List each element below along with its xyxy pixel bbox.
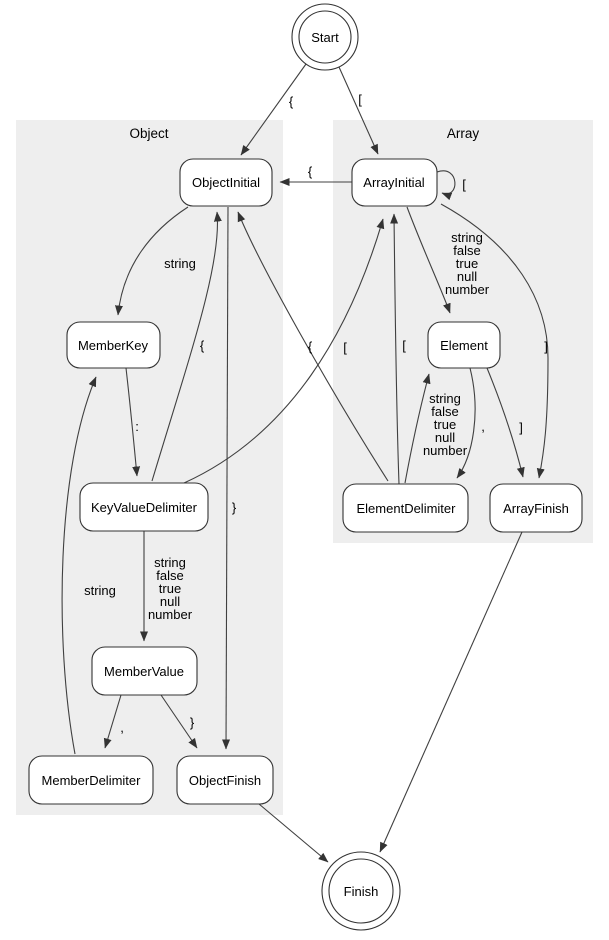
edge-keyvaluedelimiter-to-arrayinitial-label: [	[343, 340, 347, 355]
node-elementdelimiter-label: ElementDelimiter	[356, 501, 456, 516]
node-membervalue	[92, 647, 197, 695]
edge-keyvaluedelimiter-to-membervalue-token-0: string	[154, 555, 186, 570]
node-elementdelimiter	[343, 484, 468, 532]
node-arrayfinish-label: ArrayFinish	[503, 501, 569, 516]
edge-element-to-elementdelimiter-label: ,	[481, 419, 485, 434]
edge-elementdelimiter-to-element-token-2: true	[433, 417, 457, 432]
node-memberkey	[67, 322, 160, 368]
edge-objectinitial-to-memberkey-label: string	[164, 256, 196, 271]
edge-objectfinish-to-finish	[259, 804, 328, 862]
edge-start-to-arrayinitial-label: [	[358, 92, 362, 107]
edge-arrayinitial-to-element-token-0: string	[451, 230, 483, 245]
edge-arrayfinish-to-finish	[380, 532, 522, 852]
node-arrayinitial	[352, 159, 437, 206]
edge-elementdelimiter-to-element-token-3: null	[434, 430, 456, 445]
edge-keyvaluedelimiter-to-membervalue-token-1: false	[156, 568, 184, 583]
node-finish-label: Finish	[343, 884, 379, 899]
node-start-label: Start	[311, 30, 339, 45]
edge-elementdelimiter-to-element-token-4: number	[422, 443, 468, 458]
node-element	[428, 322, 500, 368]
node-arrayinitial-label: ArrayInitial	[363, 175, 425, 190]
node-membervalue-label: MemberValue	[104, 664, 184, 679]
edge-keyvaluedelimiter-to-objectinitial-label: {	[199, 338, 205, 353]
node-element-label: Element	[440, 338, 488, 353]
node-memberdelimiter-label: MemberDelimiter	[41, 773, 141, 788]
edge-objectinitial-to-objectfinish-label: }	[231, 500, 237, 515]
edge-arrayinitial-to-element-token-3: null	[456, 269, 478, 284]
node-memberkey-label: MemberKey	[77, 338, 149, 353]
edge-arrayinitial-to-element-token-4: number	[444, 282, 490, 297]
node-keyvaluedelimiter	[80, 483, 208, 531]
edge-start-to-objectinitial-label: {	[288, 94, 294, 109]
node-memberdelimiter	[29, 756, 153, 804]
edge-keyvaluedelimiter-to-membervalue-token-3: null	[159, 594, 181, 609]
edge-element-to-arrayfinish-label: ]	[519, 420, 523, 435]
cluster-array-label: Array	[446, 126, 480, 141]
edge-elementdelimiter-to-objectinitial-label: {	[307, 339, 313, 354]
node-finish	[322, 852, 400, 930]
edge-keyvaluedelimiter-to-membervalue-token-4: number	[147, 607, 193, 622]
node-objectfinish-label: ObjectFinish	[188, 773, 262, 788]
edge-memberdelimiter-to-memberkey-label: string	[84, 583, 116, 598]
edge-elementdelimiter-to-element-token-1: false	[431, 404, 459, 419]
edge-arrayfinish-to-finish-path	[380, 532, 522, 852]
node-arrayfinish	[490, 484, 582, 532]
edge-keyvaluedelimiter-to-membervalue-token-2: true	[158, 581, 182, 596]
node-start	[292, 4, 358, 70]
edge-elementdelimiter-to-arrayinitial-label: [	[402, 338, 406, 353]
edge-arrayinitial-to-objectinitial-label: {	[307, 164, 313, 179]
node-objectinitial	[180, 159, 272, 206]
node-objectinitial-label: ObjectInitial	[192, 175, 260, 190]
edge-arrayinitial-self-loop-label: [	[462, 177, 466, 192]
edge-elementdelimiter-to-element-token-0: string	[429, 391, 461, 406]
edge-membervalue-to-objectfinish-label: }	[189, 715, 195, 730]
edge-arrayinitial-to-element-token-1: false	[453, 243, 481, 258]
edge-memberkey-to-keyvaluedelimiter-label: :	[135, 419, 139, 434]
cluster-object-label: Object	[129, 126, 169, 141]
node-objectfinish	[177, 756, 273, 804]
node-keyvaluedelimiter-label: KeyValueDelimiter	[91, 500, 197, 515]
edge-arrayinitial-to-arrayfinish-label: ]	[544, 339, 548, 354]
edge-objectfinish-to-finish-path	[259, 804, 328, 862]
edge-membervalue-to-memberdelimiter-label: ,	[120, 720, 124, 735]
edge-arrayinitial-to-element-token-2: true	[455, 256, 479, 271]
